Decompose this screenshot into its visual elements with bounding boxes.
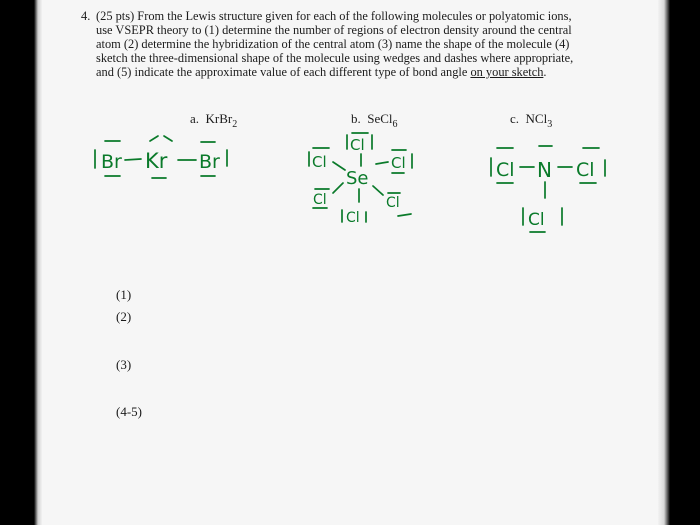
molecule-b-prefix: b. [351, 111, 361, 126]
underlined-phrase: on your sketch [470, 65, 544, 80]
bond-line [333, 162, 345, 170]
molecule-b-subscript: 6 [392, 119, 398, 130]
molecule-c-prefix: c. [510, 111, 520, 126]
bond-line [376, 162, 388, 164]
bond-line [373, 186, 383, 195]
molecule-c-subscript: 3 [547, 119, 553, 130]
problem-line-5-text: and (5) indicate the approximate value of each different type of bond angle [96, 65, 471, 80]
part-label-3: (3) [116, 357, 132, 372]
lone-pair-bar [150, 136, 158, 141]
problem-line-3: atom (2) determine the hybridization of the central atom (3) name the shape of the molecule (4) [96, 37, 570, 52]
ncl3-left-atom: Cl [496, 159, 515, 181]
ncl3-bottom-atom: Cl [528, 210, 545, 230]
molecule-c-formula: NCl [525, 111, 548, 126]
lone-pair-bar [398, 214, 411, 216]
lone-pair-bar [164, 136, 172, 141]
krbr2-lewis-structure [95, 136, 227, 178]
molecule-a-subscript: 2 [232, 119, 238, 130]
problem-line-1: (25 pts) From the Lewis structure given for each of the following molecules or polyatomic ions, [96, 9, 572, 23]
secl6-lower-left-atom: Cl [313, 192, 327, 208]
bond-line [125, 159, 141, 160]
secl6-lewis-structure [309, 133, 412, 226]
ncl3-lewis-structure [491, 146, 605, 232]
molecule-a-formula: KrBr [205, 111, 233, 126]
problem-line-4: sketch the three-dimensional shape of the molecule using wedges and dashes where appropriate, [96, 51, 574, 66]
question-number: 4. [81, 9, 91, 23]
secl6-top-atom: Cl [350, 136, 365, 154]
ncl3-right-atom: Cl [576, 159, 595, 181]
krbr2-center-atom: Kr [145, 149, 168, 173]
part-label-1: (1) [116, 287, 132, 302]
ncl3-center-atom: N [537, 158, 552, 182]
problem-line-2: use VSEPR theory to (1) determine the number of regions of electron density around the central [96, 23, 572, 38]
end-period: . [543, 65, 547, 80]
secl6-left-atom: Cl [312, 153, 327, 171]
secl6-bottom-atom: Cl [346, 210, 360, 226]
molecule-b-formula: SeCl [367, 111, 393, 126]
krbr2-left-atom: Br [101, 151, 122, 173]
part-label-4-5: (4-5) [116, 404, 142, 419]
part-label-2: (2) [116, 309, 132, 324]
molecule-a-prefix: a. [190, 111, 200, 126]
secl6-right-atom: Cl [391, 154, 406, 172]
secl6-lower-right-atom: Cl [386, 195, 400, 211]
bond-line [333, 183, 343, 193]
secl6-center-atom: Se [346, 168, 369, 189]
krbr2-right-atom: Br [199, 151, 220, 173]
